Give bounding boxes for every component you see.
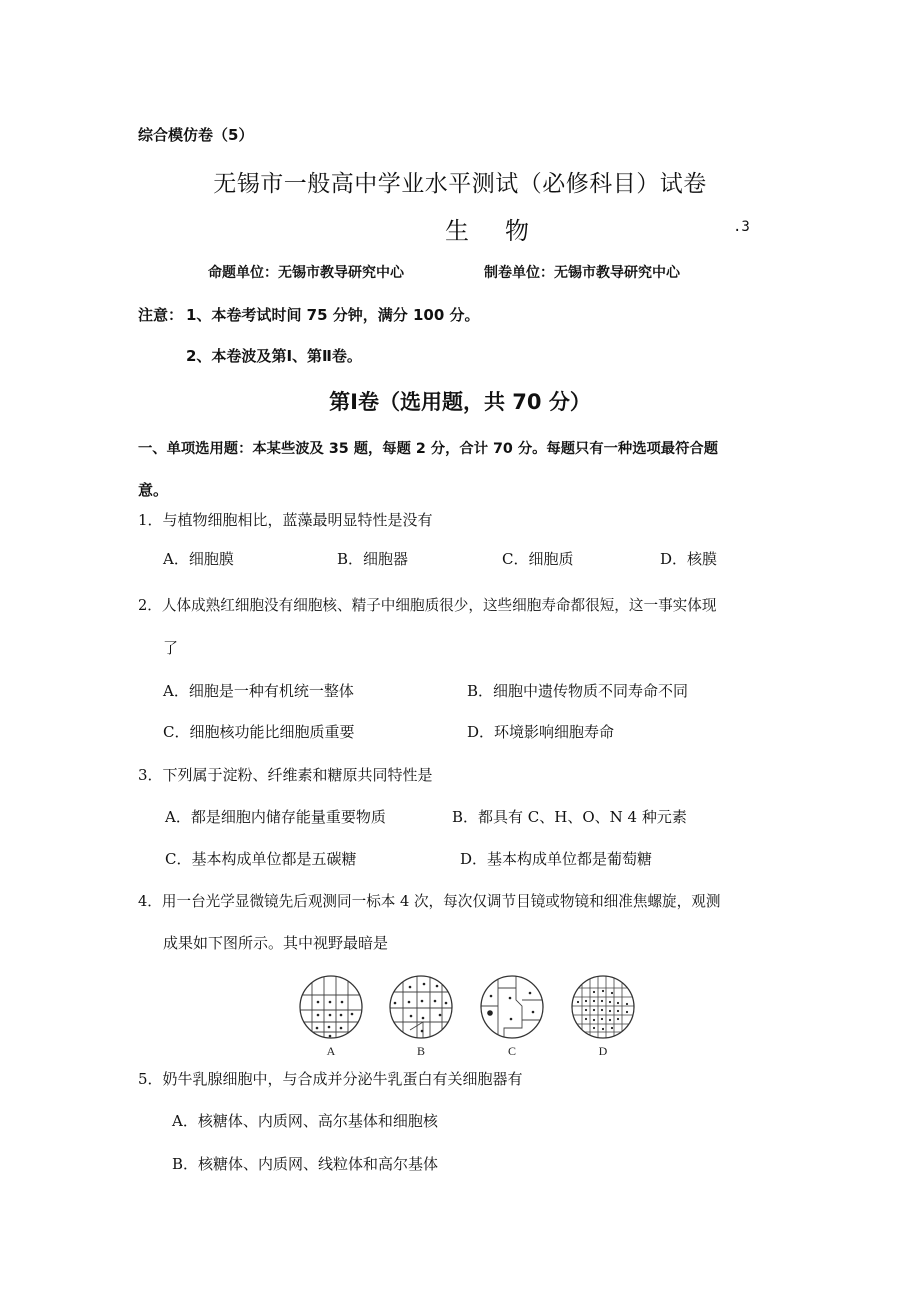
question-option: B．核糖体、内质网、线粒体和高尔基体 [172, 1155, 439, 1173]
question-option: A．核糖体、内质网、高尔基体和细胞核 [172, 1112, 438, 1130]
question-option: C．细胞核功能比细胞质重要 [163, 723, 355, 741]
page-title: 无锡市一般高中学业水平测试（必修科目）试卷 [213, 171, 707, 197]
year-fragment: .3 [733, 219, 750, 235]
question-option: D．基本构成单位都是葡萄糖 [460, 850, 653, 868]
figure-label-d: D [598, 1044, 608, 1058]
question-stem: 5．奶牛乳腺细胞中，与合成并分泌牛乳蛋白有关细胞器有 [138, 1070, 523, 1088]
question-option: C．细胞质 [502, 550, 574, 568]
view-b [390, 976, 452, 1038]
series-label: 综合模仿卷（5） [138, 126, 254, 144]
section-instruction: 一、单项选用题：本某些波及 35 题，每题 2 分，合计 70 分。每题只有一种选项最符合题 [138, 441, 718, 457]
question-stem: 2．人体成熟红细胞没有细胞核、精子中细胞质很少，这些细胞寿命都很短，这一事实体现 [138, 597, 717, 614]
proposer-unit: 命题单位：无锡市教导研究中心 [208, 265, 404, 281]
view-c [481, 976, 544, 1040]
notes-label: 注意： [138, 306, 184, 324]
section-instruction-cont: 意。 [138, 481, 169, 499]
note-item: 1、本卷考试时间 75 分钟，满分 100 分。 [186, 306, 480, 324]
question-option: D．环境影响细胞寿命 [467, 723, 615, 741]
question-option: A．细胞是一种有机统一整体 [163, 682, 354, 700]
figure-label-a: A [326, 1044, 336, 1058]
note-item: 2、本卷波及第Ⅰ、第Ⅱ卷。 [186, 347, 362, 365]
question-option: A．都是细胞内储存能量重要物质 [165, 808, 386, 826]
question-option: B．细胞中遗传物质不同寿命不同 [467, 682, 689, 700]
question-option: C．基本构成单位都是五碳糖 [165, 850, 357, 868]
microscope-views-figure [290, 970, 650, 1060]
question-stem-cont: 成果如下图所示。其中视野最暗是 [163, 934, 389, 952]
question-stem: 1．与植物细胞相比，蓝藻最明显特性是没有 [138, 511, 433, 529]
question-stem: 4．用一台光学显微镜先后观测同一标本 4 次，每次仅调节目镜或物镜和细准焦螺旋，观测 [138, 893, 721, 910]
question-option: B．细胞器 [337, 550, 409, 568]
section-title: 第Ⅰ卷（选用题，共 70 分） [329, 390, 591, 414]
producer-unit: 制卷单位：无锡市教导研究中心 [484, 265, 680, 281]
question-option: A．细胞膜 [163, 550, 234, 568]
question-option: B．都具有 C、H、O、N 4 种元素 [452, 808, 687, 826]
question-stem-cont: 了 [163, 639, 179, 657]
figure-label-b: B [416, 1044, 426, 1058]
subject-title: 生物 [445, 217, 565, 245]
view-d [572, 976, 634, 1038]
figure-label-c: C [507, 1044, 517, 1058]
question-option: D．核膜 [660, 550, 718, 568]
question-stem: 3．下列属于淀粉、纤维素和糖原共同特性是 [138, 766, 433, 784]
view-a [300, 976, 362, 1038]
